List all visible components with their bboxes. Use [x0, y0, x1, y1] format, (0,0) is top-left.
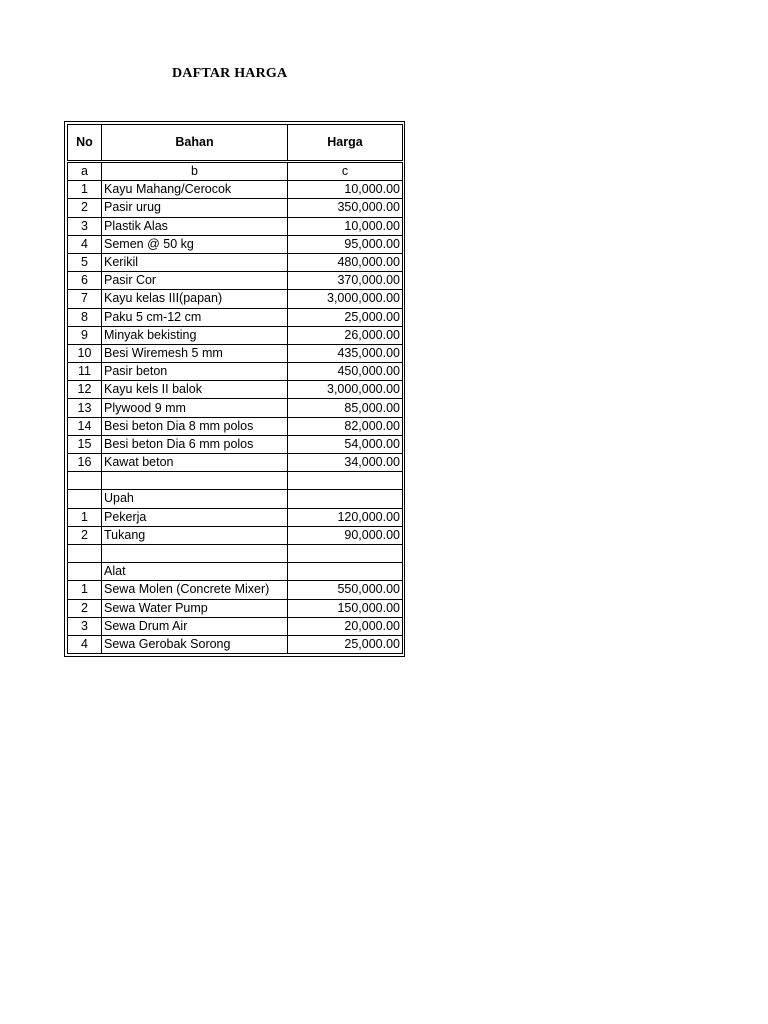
cell-no: 3 [68, 217, 102, 235]
table-body [68, 162, 403, 654]
table-row [68, 435, 403, 453]
table-row [68, 308, 403, 326]
cell-harga: 120,000.00 [288, 508, 403, 526]
table-row [68, 326, 403, 344]
cell-harga: 10,000.00 [288, 217, 403, 235]
table-row [68, 563, 403, 581]
cell-no: 6 [68, 272, 102, 290]
cell-harga: 450,000.00 [288, 363, 403, 381]
cell-harga: 82,000.00 [288, 417, 403, 435]
cell-bahan: Sewa Water Pump [102, 599, 288, 617]
cell-no: 10 [68, 344, 102, 362]
cell-no: 4 [68, 235, 102, 253]
cell-harga: 85,000.00 [288, 399, 403, 417]
cell-no [68, 490, 102, 508]
cell-harga [288, 563, 403, 581]
cell-no: 14 [68, 417, 102, 435]
cell-bahan [102, 472, 288, 490]
table-row [68, 544, 403, 562]
cell-no: 7 [68, 290, 102, 308]
letter-no: a [68, 162, 102, 181]
cell-bahan: Sewa Molen (Concrete Mixer) [102, 581, 288, 599]
cell-harga: 550,000.00 [288, 581, 403, 599]
table-row [68, 290, 403, 308]
cell-bahan: Pasir beton [102, 363, 288, 381]
table-row [68, 253, 403, 271]
cell-bahan [102, 544, 288, 562]
cell-no: 2 [68, 599, 102, 617]
table-row [68, 235, 403, 253]
cell-bahan: Minyak bekisting [102, 326, 288, 344]
cell-no [68, 544, 102, 562]
cell-bahan: Pasir Cor [102, 272, 288, 290]
table-row [68, 381, 403, 399]
cell-bahan: Tukang [102, 526, 288, 544]
cell-no: 15 [68, 435, 102, 453]
cell-no [68, 472, 102, 490]
table-row [68, 399, 403, 417]
cell-no: 9 [68, 326, 102, 344]
cell-bahan: Sewa Gerobak Sorong [102, 635, 288, 653]
cell-harga: 25,000.00 [288, 308, 403, 326]
cell-harga: 10,000.00 [288, 181, 403, 199]
cell-bahan: Plastik Alas [102, 217, 288, 235]
table-row [68, 508, 403, 526]
cell-no: 3 [68, 617, 102, 635]
cell-no [68, 563, 102, 581]
table-row [68, 526, 403, 544]
cell-harga: 370,000.00 [288, 272, 403, 290]
table-row [68, 272, 403, 290]
column-letter-row [68, 162, 403, 181]
cell-harga: 26,000.00 [288, 326, 403, 344]
cell-bahan: Besi beton Dia 6 mm polos [102, 435, 288, 453]
cell-bahan: Pekerja [102, 508, 288, 526]
cell-bahan: Alat [102, 563, 288, 581]
header-harga: Harga [288, 125, 403, 162]
cell-no: 1 [68, 181, 102, 199]
cell-bahan: Plywood 9 mm [102, 399, 288, 417]
cell-harga: 150,000.00 [288, 599, 403, 617]
cell-harga: 20,000.00 [288, 617, 403, 635]
letter-bahan: b [102, 162, 288, 181]
cell-harga: 350,000.00 [288, 199, 403, 217]
cell-harga: 435,000.00 [288, 344, 403, 362]
price-table [67, 124, 403, 654]
cell-no: 16 [68, 454, 102, 472]
cell-no: 5 [68, 253, 102, 271]
cell-no: 2 [68, 526, 102, 544]
cell-bahan: Besi Wiremesh 5 mm [102, 344, 288, 362]
cell-bahan: Kayu kelas III(papan) [102, 290, 288, 308]
cell-harga: 3,000,000.00 [288, 290, 403, 308]
table-row [68, 363, 403, 381]
table-row [68, 344, 403, 362]
table-row [68, 490, 403, 508]
cell-harga [288, 490, 403, 508]
cell-harga: 95,000.00 [288, 235, 403, 253]
table-row [68, 417, 403, 435]
cell-harga: 54,000.00 [288, 435, 403, 453]
table-row [68, 472, 403, 490]
cell-bahan: Kayu Mahang/Cerocok [102, 181, 288, 199]
cell-harga: 480,000.00 [288, 253, 403, 271]
table-row [68, 581, 403, 599]
cell-no: 13 [68, 399, 102, 417]
letter-harga: c [288, 162, 403, 181]
cell-bahan: Besi beton Dia 8 mm polos [102, 417, 288, 435]
cell-no: 2 [68, 199, 102, 217]
cell-bahan: Upah [102, 490, 288, 508]
cell-bahan: Kerikil [102, 253, 288, 271]
cell-no: 1 [68, 508, 102, 526]
cell-no: 1 [68, 581, 102, 599]
table-row [68, 217, 403, 235]
cell-bahan: Pasir urug [102, 199, 288, 217]
table-row [68, 635, 403, 653]
cell-bahan: Sewa Drum Air [102, 617, 288, 635]
table-row [68, 617, 403, 635]
cell-no: 8 [68, 308, 102, 326]
header-no: No [68, 125, 102, 162]
cell-harga [288, 472, 403, 490]
table-header-row [68, 125, 403, 162]
price-table-frame [64, 121, 405, 657]
cell-harga: 3,000,000.00 [288, 381, 403, 399]
cell-bahan: Semen @ 50 kg [102, 235, 288, 253]
page-title: DAFTAR HARGA [172, 66, 288, 81]
cell-bahan: Kayu kels II balok [102, 381, 288, 399]
cell-no: 11 [68, 363, 102, 381]
cell-harga: 34,000.00 [288, 454, 403, 472]
header-bahan: Bahan [102, 125, 288, 162]
cell-harga: 25,000.00 [288, 635, 403, 653]
cell-bahan: Kawat beton [102, 454, 288, 472]
cell-no: 4 [68, 635, 102, 653]
table-row [68, 599, 403, 617]
cell-bahan: Paku 5 cm-12 cm [102, 308, 288, 326]
table-row [68, 181, 403, 199]
cell-harga: 90,000.00 [288, 526, 403, 544]
cell-no: 12 [68, 381, 102, 399]
cell-harga [288, 544, 403, 562]
table-row [68, 454, 403, 472]
table-row [68, 199, 403, 217]
